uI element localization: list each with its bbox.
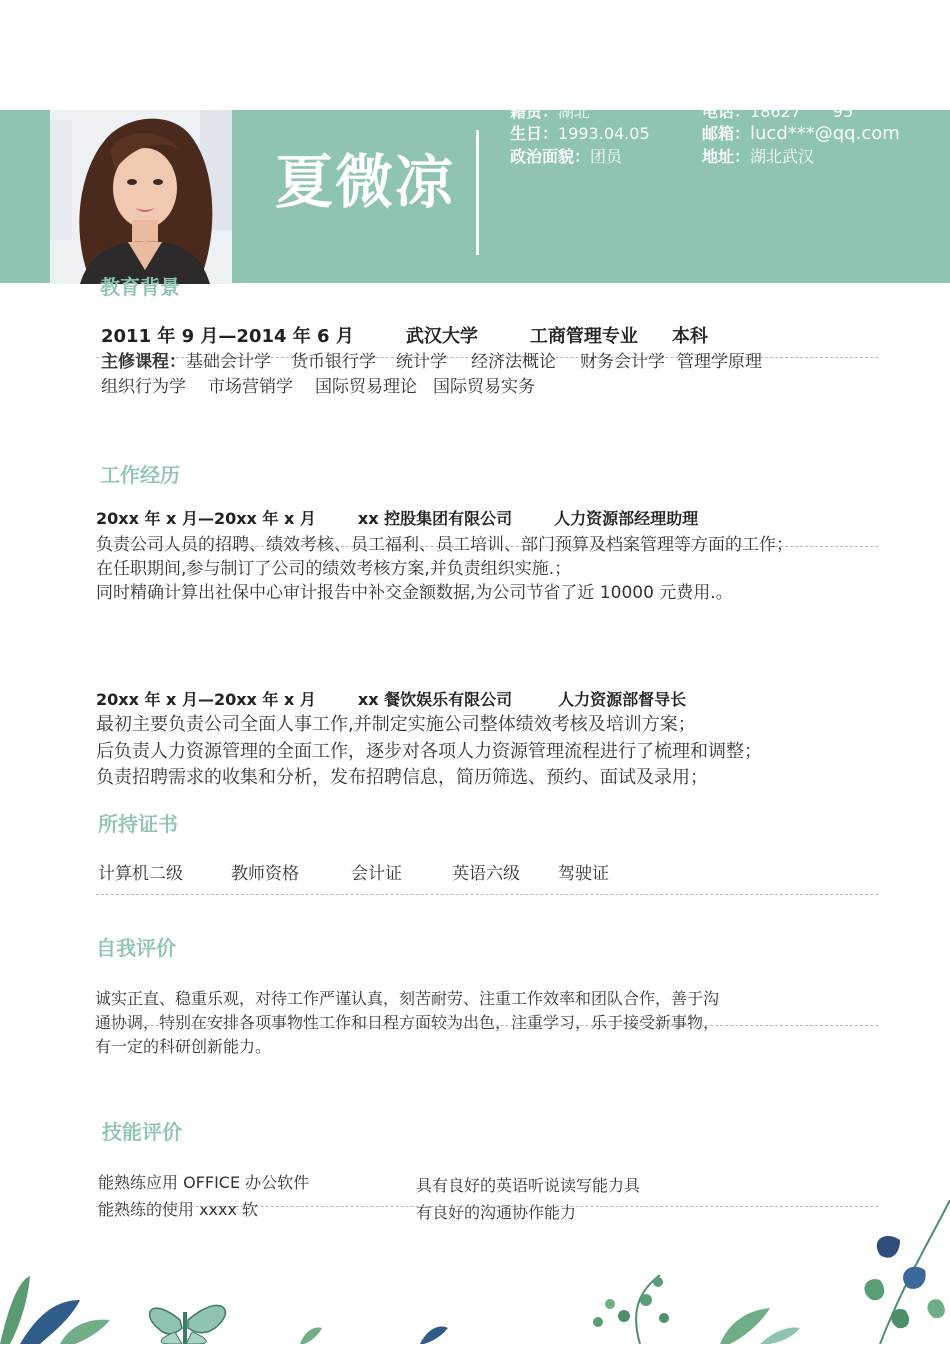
certificate-item: 驾驶证 xyxy=(558,864,609,884)
course-item: 经济法概论 xyxy=(471,352,556,372)
origin-value: 湖北 xyxy=(558,102,591,121)
education-period: 2011 年 9 月—2014 年 6 月 xyxy=(101,326,354,347)
job-company: xx 控股集团有限公司 xyxy=(357,509,513,528)
birth-row xyxy=(510,123,650,145)
certificates-list xyxy=(98,859,609,884)
origin-row xyxy=(510,101,590,123)
email-row xyxy=(702,123,900,145)
origin-label: 籍贯： xyxy=(510,102,559,121)
skill-item: 具有良好的英语听说读写能力具 xyxy=(416,1176,641,1195)
course-item: 市场营销学 xyxy=(208,377,293,397)
work-title: 工作经历 xyxy=(100,463,180,487)
job-period: 20xx 年 x 月—20xx 年 x 月 xyxy=(96,509,316,528)
job-line: 同时精确计算出社保中心审计报告中补交金额数据,为公司节省了近 10000 元费用.。 xyxy=(96,583,733,603)
address-label: 地址： xyxy=(702,147,751,166)
birth-label: 生日： xyxy=(510,124,559,143)
address-row xyxy=(702,146,814,168)
certificate-item: 英语六级 xyxy=(452,864,520,884)
courses-label: 主修课程： xyxy=(101,352,186,372)
self-eval-line: 诚实正直、稳重乐观，对待工作严谨认真，刻苦耐劳、注重工作效率和团队合作，善于沟 xyxy=(95,989,720,1008)
skills-title: 技能评价 xyxy=(102,1120,182,1144)
address-value: 湖北武汉 xyxy=(750,147,815,166)
dash-divider xyxy=(96,1025,878,1026)
birth-value: 1993.04.05 xyxy=(558,124,650,143)
job-line: 在任职期间,参与制订了公司的绩效考核方案,并负责组织实施.； xyxy=(96,559,572,579)
job-line: 最初主要负责公司全面人事工作,并制定实施公司整体绩效考核及培训方案； xyxy=(96,714,696,735)
certificate-item: 教师资格 xyxy=(231,864,299,884)
email-value: lucd***@qq.com xyxy=(750,123,900,144)
course-item: 国际贸易实务 xyxy=(433,377,535,397)
job-period: 20xx 年 x 月—20xx 年 x 月 xyxy=(96,690,316,709)
politics-value: 团员 xyxy=(590,147,623,166)
phone-row xyxy=(702,101,853,123)
certificate-item: 计算机二级 xyxy=(98,864,183,884)
skill-item: 能熟练的使用 xxxx 软 xyxy=(98,1200,259,1219)
profile-photo xyxy=(50,110,232,284)
politics-row xyxy=(510,146,622,168)
job-position: 人力资源部经理助理 xyxy=(554,509,699,528)
skill-item: 能熟练应用 OFFICE 办公软件 xyxy=(98,1173,310,1192)
course-item: 基础会计学 xyxy=(186,352,271,372)
job-line: 后负责人力资源管理的全面工作，逐步对各项人力资源管理流程进行了梳理和调整； xyxy=(96,741,762,762)
politics-label: 政治面貌： xyxy=(510,147,591,166)
certificates-title: 所持证书 xyxy=(98,812,178,836)
course-item: 国际贸易理论 xyxy=(315,377,417,397)
job-line: 负责招聘需求的收集和分析，发布招聘信息，简历筛选、预约、面试及录用； xyxy=(96,767,708,788)
course-item: 财务会计学 xyxy=(580,352,665,372)
job-line: 负责公司人员的招聘、绩效考核、员工福利、员工培训、部门预算及档案管理等方面的工作； xyxy=(96,535,793,555)
education-summary xyxy=(101,322,708,348)
education-major: 工商管理专业 xyxy=(529,326,638,347)
skill-item: 有良好的沟通协作能力 xyxy=(416,1203,577,1222)
self-eval-line: 通协调，特别在安排各项事物性工作和日程方面较为出色，注重学习，乐于接受新事物， xyxy=(95,1013,720,1032)
job-company: xx 餐饮娱乐有限公司 xyxy=(357,690,513,709)
course-item: 管理学原理 xyxy=(677,352,762,372)
education-school: 武汉大学 xyxy=(405,326,478,347)
course-item: 货币银行学 xyxy=(291,352,376,372)
phone-label: 电话： xyxy=(702,102,751,121)
phone-value: 18627 95 xyxy=(750,102,854,121)
course-item: 统计学 xyxy=(396,352,447,372)
dash-divider xyxy=(96,894,878,895)
education-degree: 本科 xyxy=(671,326,708,347)
job-1-header xyxy=(96,506,698,529)
candidate-name: 夏微凉 xyxy=(275,148,456,216)
self-eval-line: 有一定的科研创新能力。 xyxy=(95,1037,272,1056)
course-item: 组织行为学 xyxy=(101,377,186,397)
education-title: 教育背景 xyxy=(100,275,180,299)
courses-line-2 xyxy=(101,372,535,397)
floral-decoration xyxy=(0,1200,950,1344)
job-2-header xyxy=(96,687,686,710)
job-position: 人力资源部督导长 xyxy=(558,690,687,709)
courses-line-1 xyxy=(101,347,762,372)
email-label: 邮箱： xyxy=(702,124,751,143)
certificate-item: 会计证 xyxy=(351,864,402,884)
self-eval-title: 自我评价 xyxy=(96,936,176,960)
header-divider xyxy=(476,130,479,255)
